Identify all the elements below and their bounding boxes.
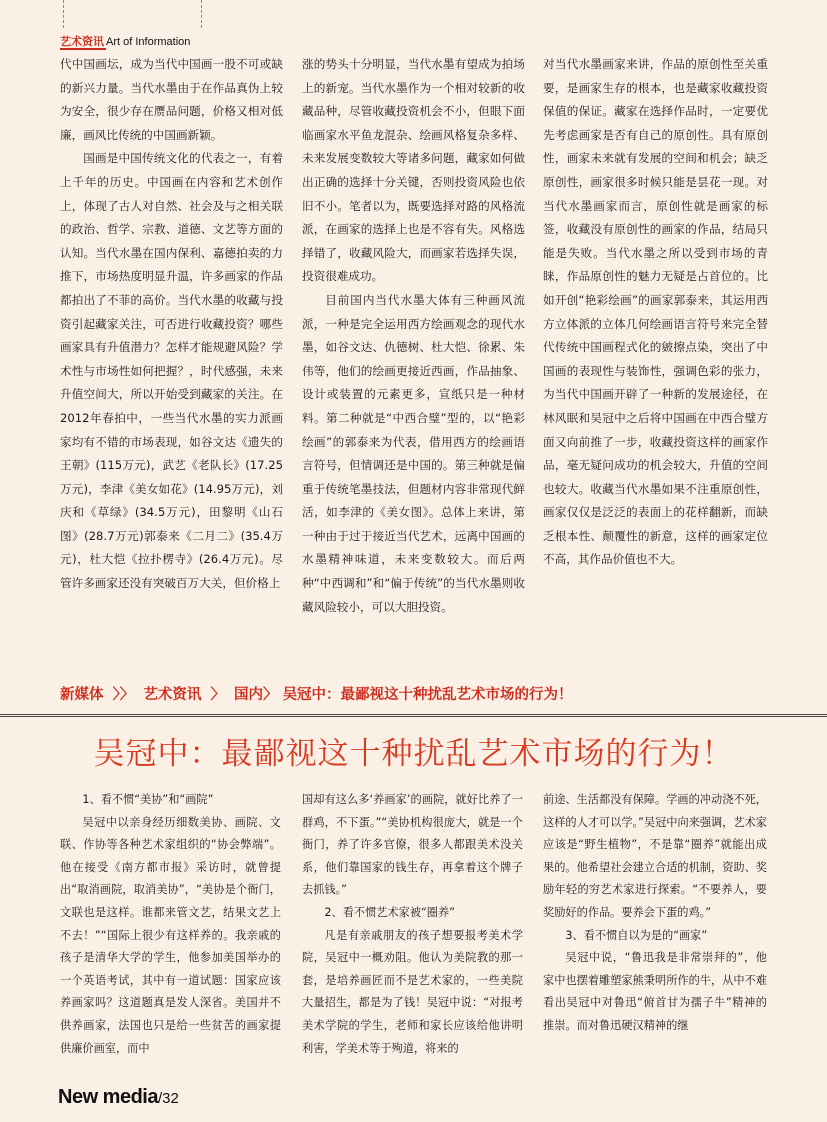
paragraph: 国却有这么多‘养画家’的画院，就好比养了一群鸡，不下蛋。”“美协机构很庞大，就是一个衙门，养了许多官僚，很多人都跟美术没关系，他们靠国家的钱生存，再拿着这个牌子去抓钱。” bbox=[302, 793, 523, 897]
page-number: /32 bbox=[157, 1090, 179, 1107]
section-title-en: Art of Information bbox=[106, 36, 191, 48]
breadcrumb-separator: 〉 bbox=[210, 687, 225, 703]
top-column-3 bbox=[543, 53, 768, 572]
bottom-column-2 bbox=[302, 789, 523, 1060]
breadcrumb-link-domestic[interactable]: 国内〉 bbox=[234, 687, 278, 703]
paragraph: 对当代水墨画家来讲，作品的原创性至关重要，是画家生存的根本，也是藏家收藏投资保值的保证。藏家在选择作品时，一定要优先考虑画家是否有自己的原创性。具有原创性，画家未来就有发展的空间和机会；缺乏原创性，画家很多时候只能是昙花一现。对当代水墨画家而言，原创性就是画家的标签，收藏没有原创性的画家的作品，结局只能是失败。当代水墨之所以受到市场的青睐，作品原创性的魅力无疑是占首位的。比如开创“艳彩绘画”的画家郭泰来，其运用西方立体派的立体几何绘画语言符号来完全替代传统中国画程式化的皴擦点染，突出了中国画的表现性与装饰性，强调色彩的张力，为当代中国画开辟了一种新的发展途径，在林风眠和吴冠中之后将中国画在中西合璧方面又向前推了一步，收藏投资这样的画家作品，毫无疑问成功的机会较大，升值的空间也较大。收藏当代水墨如果不注重原创性，画家仅仅是泛泛的表面上的花样翻新，而缺乏根本性、颠覆性的新意，这样的画家定位不高，其作品价值也不大。 bbox=[543, 57, 768, 567]
divider-line bbox=[0, 714, 827, 715]
breadcrumb-current-article[interactable]: 吴冠中：最鄙视这十种扰乱艺术市场的行为！ bbox=[282, 687, 573, 703]
page-footer bbox=[58, 1086, 179, 1109]
breadcrumb-link-art-news[interactable]: 艺术资讯 bbox=[143, 687, 202, 703]
breadcrumb-link-new-media[interactable]: 新媒体 bbox=[60, 687, 104, 703]
crop-mark-right bbox=[201, 0, 202, 28]
crop-mark-left bbox=[63, 0, 64, 28]
paragraph: 凡是有亲戚朋友的孩子想要报考美术学院，吴冠中一概劝阻。他认为美院教的那一套，是培养画匠而不是艺术家的，一些美院大量招生，都是为了钱！吴冠中说：“对报考美术学院的学生，老师和家长应该给他讲明利害，学美术等于殉道，将来的 bbox=[302, 928, 523, 1055]
magazine-logo: New media bbox=[58, 1086, 158, 1108]
paragraph: 吴冠中说，“鲁迅我是非常崇拜的”，他家中也摆着雕塑家熊秉明所作的牛，从中不难看出吴冠中对鲁迅“俯首甘为孺子牛”精神的推崇。而对鲁迅硬汉精神的继 bbox=[543, 951, 767, 1032]
paragraph: 吴冠中以亲身经历细数美协、画院、文联、作协等各种艺术家组织的“协会弊端”。他在接受《南方都市报》采访时，就曾提出“取消画院，取消美协”，“美协是个衙门，文联也是这样。谁都来管文艺，结果文艺上不去！”“国际上很少有这样养的。我亲戚的孩子是清华大学的学生，他参加美国举办的一个英语考试，其中有一道试题：国家应该养画家吗？这道题真是发人深省。美国并不供养画家，法国也只是给一些贫苦的画家提供廉价画室，而中 bbox=[60, 815, 281, 1055]
breadcrumb-separator: 〉〉 bbox=[112, 687, 135, 703]
paragraph: 目前国内当代水墨大体有三种画风流派，一种是完全运用西方绘画观念的现代水墨，如谷文达、仇德树、杜大恺、徐累、朱伟等，他们的绘画更接近西画，作品抽象、设计或装置的元素更多，宣纸只是一种材料。第二种就是“中西合璧”型的，以“艳彩绘画”的郭泰来为代表，借用西方的绘画语言符号，但情调还是中国的。第三种就是偏重于传统笔墨技法，但题材内容非常现代鲜活，如李津的《美女图》。总体上来讲，第一种由于过于接近当代艺术，远离中国画的水墨精神味道，未来变数较大。而后两种“中西调和”和“偏于传统”的当代水墨则收藏风险较小，可以大胆投资。 bbox=[302, 292, 525, 614]
bottom-column-1 bbox=[60, 789, 281, 1060]
subheading: 3、看不惯自以为是的“画家” bbox=[565, 928, 708, 942]
breadcrumb bbox=[60, 683, 573, 704]
paragraph: 涨的势头十分明显，当代水墨有望成为拍场上的新宠。当代水墨作为一个相对较新的收藏品种，尽管收藏投资机会不小，但眼下面临画家水平鱼龙混杂、绘画风格复杂多样、未来发展变数较大等诸多问题，藏家如何做出正确的选择十分关键，否则投资风险也依旧不小。笔者以为，既要选择对路的风格流派，在画家的选择上也是不容有失。风格选择错了，收藏风险大，而画家若选择失误，投资很难成功。 bbox=[302, 57, 525, 284]
top-column-2 bbox=[302, 53, 525, 619]
subheading: 2、看不惯艺术家被“圈养” bbox=[324, 905, 455, 919]
article-title: 吴冠中：最鄙视这十种扰乱艺术市场的行为！ bbox=[93, 736, 734, 772]
paragraph: 代中国画坛，成为当代中国画一股不可或缺的新兴力量。当代水墨由于在作品真伪上较为安全，很少存在赝品问题，价格又相对低廉，画风比传统的中国画新颖。 bbox=[60, 57, 283, 142]
paragraph: 前途、生活都没有保障。学画的冲动浇不死，这样的人才可以学。”吴冠中向来强调，艺术家应该是“野生植物”，不是靠“圈养”就能出成果的。他希望社会建立合适的机制，资助、奖励年轻的穷艺术家进行探索。“不要养人，要奖励好的作品。要养会下蛋的鸡。” bbox=[543, 793, 767, 919]
top-column-1 bbox=[60, 53, 283, 596]
section-header bbox=[60, 35, 190, 49]
paragraph: 国画是中国传统文化的代表之一，有着上千年的历史。中国画在内容和艺术创作上，体现了古人对自然、社会及与之相关联的政治、哲学、宗教、道德、文艺等方面的认知。当代水墨在国内保利、嘉德拍卖的力推下，市场热度明显升温，许多画家的作品都拍出了不菲的高价。当代水墨的收藏与投资引起藏家关注，可否进行收藏投资？哪些画家具有升值潜力？怎样才能规避风险？学术性与市场性如何把握？，时代感强，未来升值空间大，所以开始受到藏家的关注。在2012年春拍中，一些当代水墨的实力派画家均有不错的市场表现，如谷文达《遗失的王朝》(115万元)，武艺《老队长》(17.25万元)，李津《美女如花》(14.95万元)，刘庆和《草绿》(34.5万元)，田黎明《山石图》(28.7万元)郭泰来《二月二》(35.4万元)，杜大恺《拉扑楞寺》(26.4万元)。尽管许多画家还没有突破百万大关，但价格上 bbox=[60, 151, 283, 591]
bottom-column-3 bbox=[543, 789, 767, 1038]
divider-line bbox=[0, 716, 827, 717]
section-category: 艺术资讯 bbox=[60, 35, 104, 48]
subheading: 1、看不惯“美协”和“画院” bbox=[82, 793, 214, 806]
